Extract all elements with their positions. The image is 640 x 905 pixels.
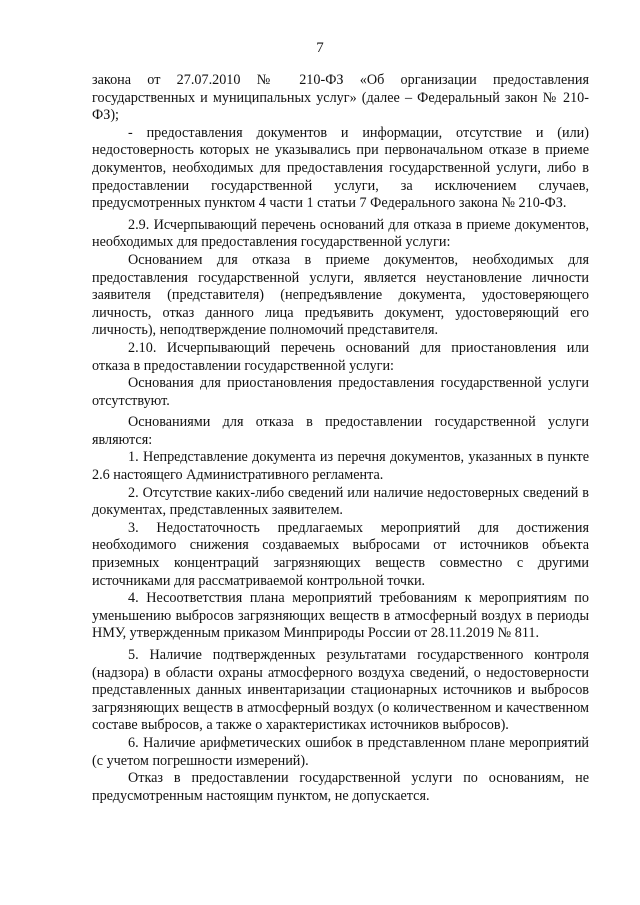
- paragraph-2-10-heading: 2.10. Исчерпывающий перечень оснований для приостановления или отказа в предоставлении государственной услуги:: [92, 339, 589, 374]
- document-body: [92, 72, 589, 805]
- page-number: 7: [316, 40, 324, 56]
- list-item-5: 5. Наличие подтвержденных результатами государственного контроля (надзора) в области охраны атмосферного воздуха сведений, о недостоверности представленных данных инвентаризации стационарных источников и выбросов загрязняющих веществ в атмосферный воздух (о количественном и качественном составе выбросов, а также о характеристиках источников выбросов).: [92, 647, 589, 734]
- paragraph-documents-provision: - предоставления документов и информации, отсутствие и (или) недостоверность которых не указывались при первоначальном отказе в приеме документов, необходимых для предоставления государственной услуги, либо в предоставлении государственной услуги, за исключением случаев, предусмотренных пунктом 4 части 1 статьи 7 Федерального закона № 210-ФЗ.: [92, 124, 589, 212]
- list-item-4: 4. Несоответствия плана мероприятий требованиям к мероприятиям по уменьшению выбросов загрязняющих веществ в атмосферный воздух в периоды НМУ, утвержденным приказом Минприроды России от 28.11.2019 № 811.: [92, 590, 589, 642]
- list-item-2: 2. Отсутствие каких-либо сведений или наличие недостоверных сведений в документах, представленных заявителем.: [92, 484, 589, 519]
- paragraph-2-9-heading: 2.9. Исчерпывающий перечень оснований для отказа в приеме документов, необходимых для предоставления государственной услуги:: [92, 216, 589, 251]
- paragraph-suspension-grounds: Основания для приостановления предоставления государственной услуги отсутствуют.: [92, 375, 589, 409]
- paragraph-refusal-grounds-intro: Основаниями для отказа в предоставлении государственной услуги являются:: [92, 414, 589, 448]
- list-item-6: 6. Наличие арифметических ошибок в представленном плане мероприятий (с учетом погрешности измерений).: [92, 734, 589, 769]
- paragraph-law-reference: закона от 27.07.2010 № 210-ФЗ «Об организации предоставления государственных и муниципальных услуг» (далее – Федеральный закон № 210-ФЗ);: [92, 72, 589, 124]
- paragraph-2-9-basis: Основанием для отказа в приеме документов, необходимых для предоставления государственной услуги, является неустановление личности заявителя (представителя) (непредъявление документа, удостоверяющего личность, отказ данного лица предъявить документ, удостоверяющий его личность), неподтверждение полномочий представителя.: [92, 251, 589, 339]
- paragraph-refusal-not-allowed: Отказ в предоставлении государственной услуги по основаниям, не предусмотренным настоящим пунктом, не допускается.: [92, 770, 589, 804]
- list-item-1: 1. Непредставление документа из перечня документов, указанных в пункте 2.6 настоящего Административного регламента.: [92, 449, 589, 484]
- list-item-3: 3. Недостаточность предлагаемых мероприятий для достижения необходимого снижения создаваемых выбросами от источников объекта приземных концентраций загрязняющих веществ совместно с другими источниками для рассматриваемой контрольной точки.: [92, 519, 589, 589]
